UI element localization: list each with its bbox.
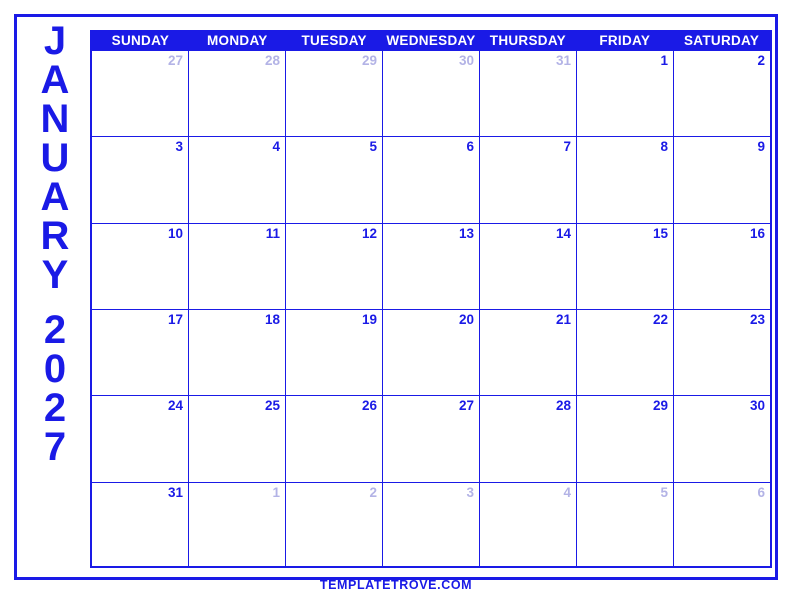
day-number: 27 — [458, 398, 474, 414]
day-number: 3 — [466, 484, 474, 500]
day-number: 6 — [757, 484, 765, 500]
footer-credit: TEMPLATETROVE.COM — [319, 578, 473, 592]
day-cell[interactable] — [674, 224, 770, 309]
day-number: 20 — [458, 311, 474, 327]
day-cell[interactable] — [383, 310, 480, 395]
title-letter: 7 — [43, 425, 67, 469]
day-number: 30 — [749, 398, 765, 414]
title-letter: U — [40, 136, 70, 180]
week-row — [92, 310, 770, 396]
day-number: 23 — [749, 311, 765, 327]
day-number: 26 — [361, 398, 377, 414]
day-number: 17 — [167, 311, 183, 327]
day-number: 28 — [264, 53, 280, 68]
day-cell[interactable] — [92, 483, 189, 568]
calendar-grid — [90, 30, 772, 568]
day-cell[interactable] — [577, 483, 674, 568]
day-cell[interactable] — [577, 137, 674, 222]
calendar-weeks — [92, 51, 770, 568]
day-cell[interactable] — [674, 137, 770, 222]
day-number: 1 — [272, 484, 280, 500]
day-cell[interactable] — [383, 137, 480, 222]
title-letter: Y — [41, 253, 69, 297]
day-number: 2 — [757, 53, 765, 68]
day-number: 13 — [458, 225, 474, 241]
day-cell[interactable] — [577, 310, 674, 395]
week-row — [92, 483, 770, 568]
day-cell[interactable] — [577, 51, 674, 136]
day-number: 4 — [272, 139, 280, 155]
day-cell[interactable] — [480, 483, 577, 568]
day-number: 1 — [660, 53, 668, 68]
title-letter: N — [40, 97, 70, 141]
day-number: 18 — [264, 311, 280, 327]
day-number: 6 — [466, 139, 474, 155]
day-cell[interactable] — [674, 51, 770, 136]
day-cell[interactable] — [189, 51, 286, 136]
day-number: 7 — [563, 139, 571, 155]
day-cell[interactable] — [480, 51, 577, 136]
month-year-title — [24, 19, 86, 582]
week-row — [92, 396, 770, 482]
day-cell[interactable] — [92, 224, 189, 309]
day-cell[interactable] — [92, 396, 189, 481]
day-number: 12 — [361, 225, 377, 241]
day-cell[interactable] — [92, 310, 189, 395]
day-cell[interactable] — [480, 310, 577, 395]
week-row — [92, 224, 770, 310]
day-number: 21 — [555, 311, 571, 327]
day-cell[interactable] — [92, 51, 189, 136]
day-cell[interactable] — [286, 396, 383, 481]
day-cell[interactable] — [383, 224, 480, 309]
day-cell[interactable] — [674, 396, 770, 481]
title-letter: R — [40, 214, 70, 258]
day-cell[interactable] — [189, 483, 286, 568]
day-number: 5 — [660, 484, 668, 500]
day-header-saturday: SATURDAY — [684, 33, 760, 48]
day-cell[interactable] — [286, 483, 383, 568]
day-number: 31 — [167, 484, 183, 500]
day-header-sunday: SUNDAY — [111, 33, 170, 48]
day-cell[interactable] — [189, 310, 286, 395]
day-cell[interactable] — [286, 137, 383, 222]
day-cell[interactable] — [577, 224, 674, 309]
day-cell[interactable] — [189, 396, 286, 481]
day-number: 3 — [175, 139, 183, 155]
day-number: 11 — [265, 225, 280, 241]
day-cell[interactable] — [577, 396, 674, 481]
day-number: 19 — [361, 311, 377, 327]
day-number: 2 — [369, 484, 377, 500]
day-cell[interactable] — [92, 137, 189, 222]
title-letter: 2 — [43, 308, 67, 352]
day-number: 5 — [369, 139, 377, 155]
day-cell[interactable] — [383, 51, 480, 136]
title-letter: 0 — [43, 347, 67, 391]
day-header-monday: MONDAY — [207, 33, 268, 48]
week-row — [92, 51, 770, 137]
day-number: 16 — [749, 225, 765, 241]
day-number: 30 — [458, 53, 474, 68]
day-cell[interactable] — [383, 396, 480, 481]
day-number: 31 — [555, 53, 571, 68]
day-cell[interactable] — [286, 224, 383, 309]
day-cell[interactable] — [383, 483, 480, 568]
day-cell[interactable] — [674, 483, 770, 568]
day-cell[interactable] — [480, 396, 577, 481]
day-header-thursday: THURSDAY — [489, 33, 566, 48]
day-number: 9 — [757, 139, 765, 155]
day-cell[interactable] — [286, 51, 383, 136]
day-number: 29 — [361, 53, 377, 68]
title-letter: A — [40, 175, 70, 219]
day-number: 28 — [555, 398, 571, 414]
day-cell[interactable] — [674, 310, 770, 395]
day-of-week-header-row — [92, 30, 770, 51]
day-header-tuesday: TUESDAY — [301, 33, 367, 48]
day-cell[interactable] — [286, 310, 383, 395]
day-cell[interactable] — [189, 224, 286, 309]
day-number: 25 — [264, 398, 280, 414]
title-letter: J — [43, 19, 67, 63]
title-letter: 2 — [43, 386, 67, 430]
day-number: 29 — [652, 398, 668, 414]
day-number: 8 — [660, 139, 668, 155]
day-number: 22 — [652, 311, 668, 327]
day-cell[interactable] — [480, 137, 577, 222]
day-number: 27 — [167, 53, 183, 68]
day-number: 10 — [167, 225, 183, 241]
week-row — [92, 137, 770, 223]
day-cell[interactable] — [480, 224, 577, 309]
day-number: 4 — [563, 484, 571, 500]
day-number: 15 — [652, 225, 668, 241]
day-cell[interactable] — [189, 137, 286, 222]
day-header-friday: FRIDAY — [599, 33, 651, 48]
day-number: 24 — [167, 398, 183, 414]
title-letter: A — [40, 58, 70, 102]
day-number: 14 — [555, 225, 571, 241]
day-header-wednesday: WEDNESDAY — [386, 33, 476, 48]
